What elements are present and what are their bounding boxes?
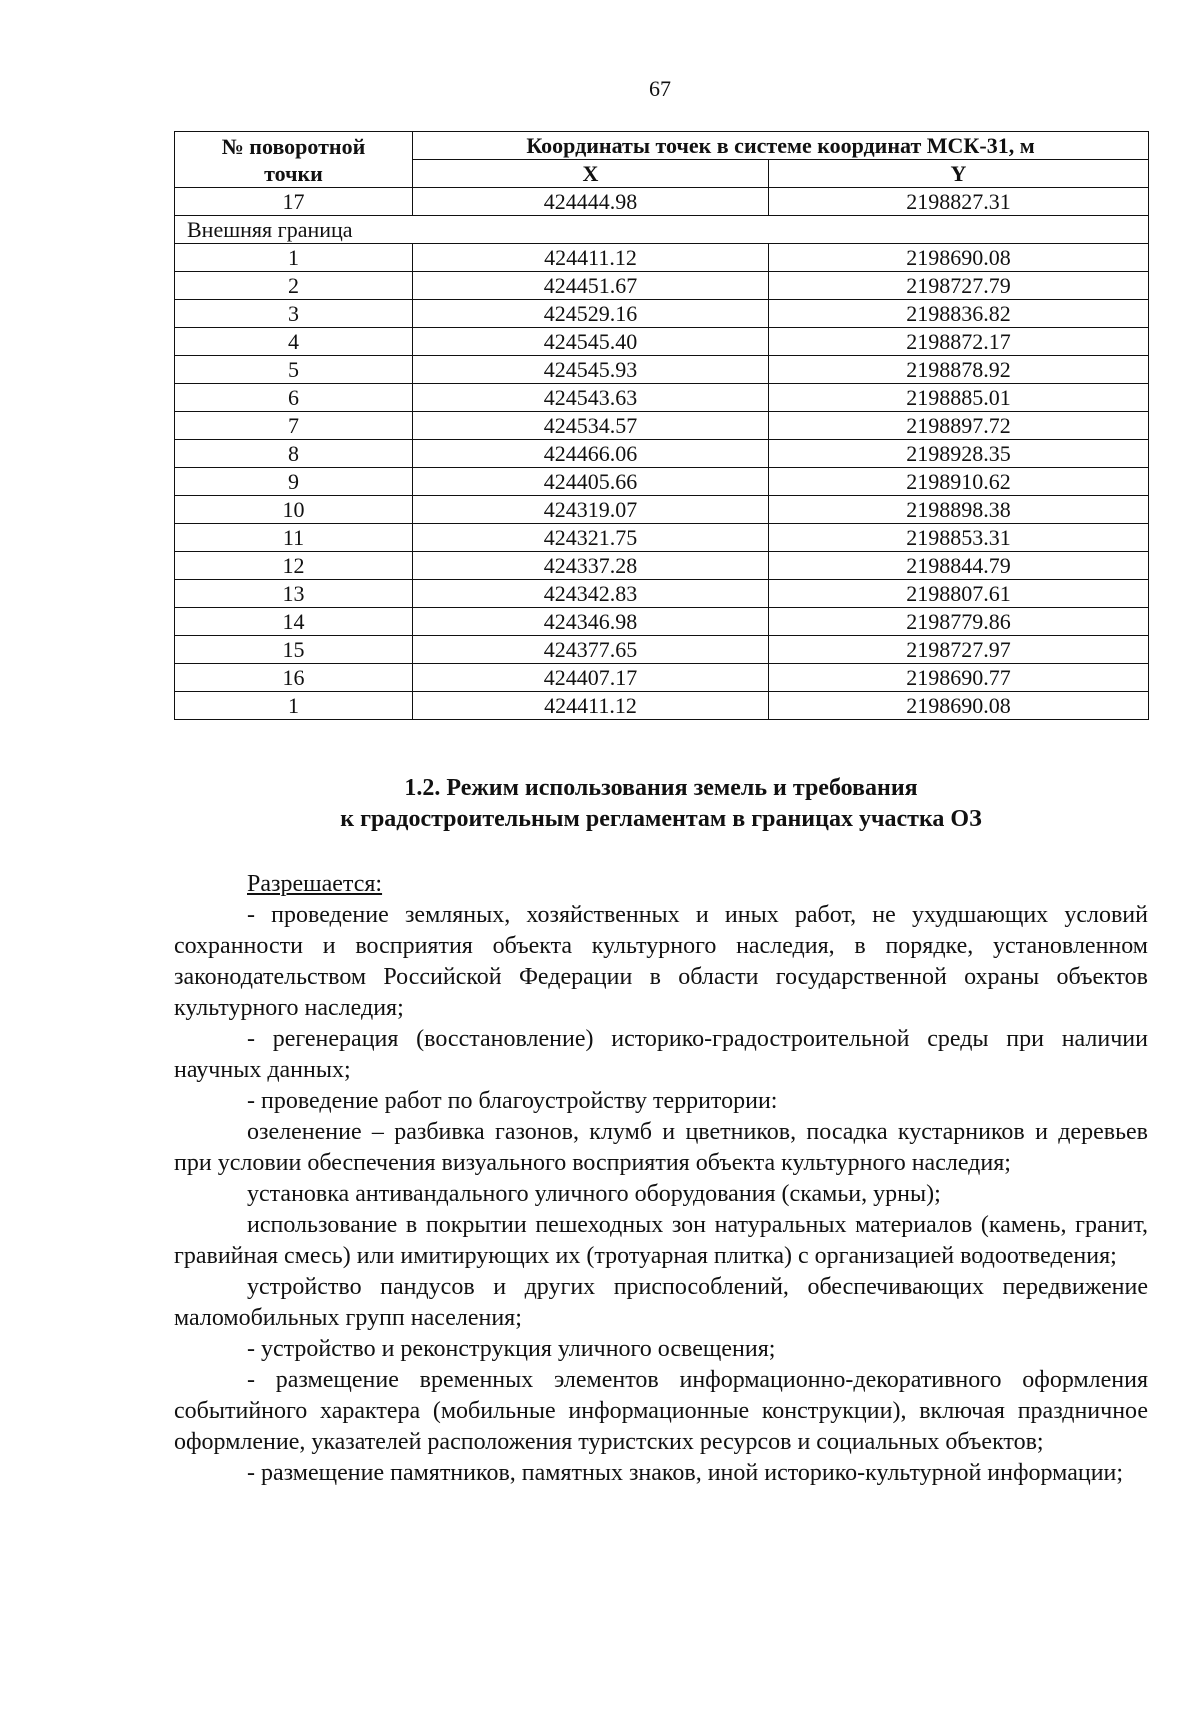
table-body-outer <box>175 244 1149 720</box>
point-number-cell: 4 <box>175 328 413 356</box>
y-coordinate-cell: 2198853.31 <box>769 524 1149 552</box>
section-heading-line2: к градостроительным регламентам в границах участка ОЗ <box>340 806 982 832</box>
paragraph: - размещение временных элементов информационно-декоративного оформления событийного характера (мобильные информационные конструкции), включая праздничное оформление, указателей расположения туристских ресурсов и социальных объектов; <box>174 1367 1148 1455</box>
point-number-cell: 7 <box>175 412 413 440</box>
point-number-cell: 1 <box>175 244 413 272</box>
paragraph: - проведение земляных, хозяйственных и иных работ, не ухудшающих условий сохранности и восприятия объекта культурного наследия, в порядке, установленном законодательством Российской Федерации в области государственной охраны объектов культурного наследия; <box>174 902 1148 1021</box>
y-coordinate-cell: 2198878.92 <box>769 356 1149 384</box>
paragraph: устройство пандусов и других приспособлений, обеспечивающих передвижение маломобильных групп населения; <box>174 1274 1148 1331</box>
table-body-first <box>175 188 1149 216</box>
header-point-number-line2: точки <box>264 160 323 186</box>
point-number-cell: 15 <box>175 636 413 664</box>
y-coordinate-cell: 2198898.38 <box>769 496 1149 524</box>
header-x: X <box>413 160 769 188</box>
y-coordinate-cell: 2198872.17 <box>769 328 1149 356</box>
coordinates-table <box>174 131 1149 720</box>
y-coordinate-cell: 2198910.62 <box>769 468 1149 496</box>
paragraph: - устройство и реконструкция уличного освещения; <box>247 1336 776 1362</box>
paragraph: озеленение – разбивка газонов, клумб и цветников, посадка кустарников и деревьев при условии обеспечения визуального восприятия объекта культурного наследия; <box>174 1119 1148 1176</box>
table-header <box>175 132 1149 188</box>
header-point-number-line1: № поворотной <box>221 133 366 159</box>
x-coordinate-cell: 424337.28 <box>413 552 769 580</box>
table-row <box>175 608 1149 636</box>
section-heading <box>174 773 1148 835</box>
x-coordinate-cell: 424529.16 <box>413 300 769 328</box>
paragraph: - проведение работ по благоустройству территории: <box>247 1088 778 1114</box>
point-number-cell: 17 <box>175 188 413 216</box>
y-coordinate-cell: 2198885.01 <box>769 384 1149 412</box>
x-coordinate-cell: 424543.63 <box>413 384 769 412</box>
body-text <box>174 869 1148 1489</box>
table-row <box>175 664 1149 692</box>
table-row <box>175 188 1149 216</box>
point-number-cell: 14 <box>175 608 413 636</box>
y-coordinate-cell: 2198690.08 <box>769 244 1149 272</box>
point-number-cell: 3 <box>175 300 413 328</box>
x-coordinate-cell: 424405.66 <box>413 468 769 496</box>
table-row <box>175 496 1149 524</box>
point-number-cell: 13 <box>175 580 413 608</box>
x-coordinate-cell: 424451.67 <box>413 272 769 300</box>
point-number-cell: 1 <box>175 692 413 720</box>
section-label: Внешняя граница <box>175 216 1149 244</box>
x-coordinate-cell: 424319.07 <box>413 496 769 524</box>
table-row <box>175 440 1149 468</box>
point-number-cell: 11 <box>175 524 413 552</box>
point-number-cell: 5 <box>175 356 413 384</box>
point-number-cell: 10 <box>175 496 413 524</box>
table-row <box>175 356 1149 384</box>
paragraph: - размещение памятников, памятных знаков, иной историко-культурной информации; <box>247 1460 1124 1486</box>
table-row <box>175 552 1149 580</box>
table-row <box>175 384 1149 412</box>
point-number-cell: 12 <box>175 552 413 580</box>
y-coordinate-cell: 2198928.35 <box>769 440 1149 468</box>
table-row <box>175 524 1149 552</box>
paragraph: установка антивандального уличного оборудования (скамьи, урны); <box>247 1181 941 1207</box>
y-coordinate-cell: 2198727.79 <box>769 272 1149 300</box>
y-coordinate-cell: 2198779.86 <box>769 608 1149 636</box>
header-coordinates: Координаты точек в системе координат МСК-31, м <box>413 132 1149 160</box>
header-point-number <box>175 132 413 188</box>
table-row <box>175 328 1149 356</box>
section-heading-line1: 1.2. Режим использования земель и требования <box>404 775 918 801</box>
table-row <box>175 244 1149 272</box>
x-coordinate-cell: 424545.40 <box>413 328 769 356</box>
x-coordinate-cell: 424377.65 <box>413 636 769 664</box>
section-row <box>175 216 1149 244</box>
x-coordinate-cell: 424346.98 <box>413 608 769 636</box>
point-number-cell: 2 <box>175 272 413 300</box>
point-number-cell: 9 <box>175 468 413 496</box>
point-number-cell: 16 <box>175 664 413 692</box>
y-coordinate-cell: 2198897.72 <box>769 412 1149 440</box>
header-y: Y <box>769 160 1149 188</box>
point-number-cell: 6 <box>175 384 413 412</box>
y-coordinate-cell: 2198807.61 <box>769 580 1149 608</box>
x-coordinate-cell: 424444.98 <box>413 188 769 216</box>
y-coordinate-cell: 2198690.77 <box>769 664 1149 692</box>
y-coordinate-cell: 2198727.97 <box>769 636 1149 664</box>
table-row <box>175 468 1149 496</box>
y-coordinate-cell: 2198836.82 <box>769 300 1149 328</box>
paragraph: использование в покрытии пешеходных зон натуральных материалов (камень, гранит, гравийная смесь) или имитирующих их (тротуарная плитка) с организацией водоотведения; <box>174 1212 1148 1269</box>
table-row <box>175 272 1149 300</box>
x-coordinate-cell: 424466.06 <box>413 440 769 468</box>
y-coordinate-cell: 2198827.31 <box>769 188 1149 216</box>
x-coordinate-cell: 424321.75 <box>413 524 769 552</box>
paragraph-allowed: Разрешается: <box>247 871 383 897</box>
y-coordinate-cell: 2198690.08 <box>769 692 1149 720</box>
x-coordinate-cell: 424342.83 <box>413 580 769 608</box>
x-coordinate-cell: 424545.93 <box>413 356 769 384</box>
table-row <box>175 580 1149 608</box>
y-coordinate-cell: 2198844.79 <box>769 552 1149 580</box>
point-number-cell: 8 <box>175 440 413 468</box>
x-coordinate-cell: 424407.17 <box>413 664 769 692</box>
x-coordinate-cell: 424534.57 <box>413 412 769 440</box>
x-coordinate-cell: 424411.12 <box>413 692 769 720</box>
table-row <box>175 692 1149 720</box>
paragraph: - регенерация (восстановление) историко-градостроительной среды при наличии научных данных; <box>174 1026 1148 1083</box>
table-section <box>175 216 1149 244</box>
table-row <box>175 636 1149 664</box>
table-row <box>175 300 1149 328</box>
x-coordinate-cell: 424411.12 <box>413 244 769 272</box>
table-row <box>175 412 1149 440</box>
page-number: 67 <box>649 76 671 101</box>
